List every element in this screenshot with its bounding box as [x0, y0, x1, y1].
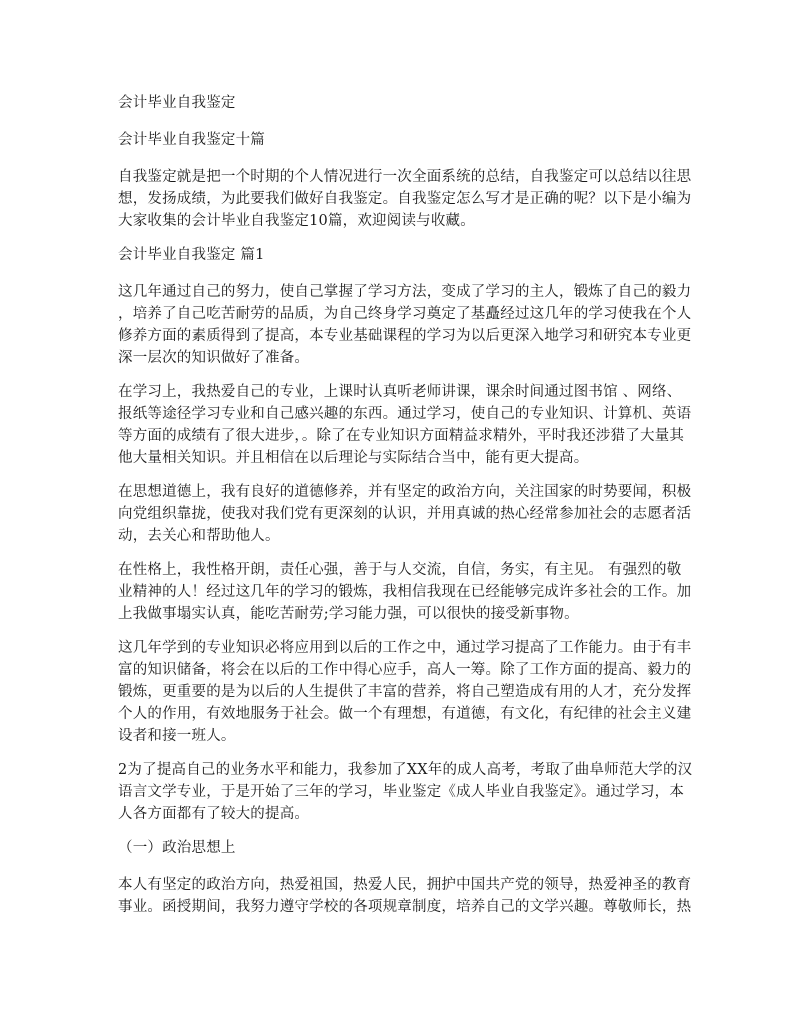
- intro-paragraph: [118, 166, 692, 232]
- document-title: 会计毕业自我鉴定: [118, 95, 236, 111]
- text-line: 他大量相关知识。并且相信在以后理论与实际结合当中，能有更大提高。: [118, 450, 589, 466]
- text-line: 2为了提高自己的业务水平和能力，我参加了XX年的成人高考，考取了曲阜师范大学的汉: [118, 762, 693, 778]
- paragraph-personality: [118, 559, 692, 625]
- text-line: 想，发扬成绩，为此要我们做好自我鉴定。自我鉴定怎么写才是正确的呢？以下是小编为: [118, 191, 692, 207]
- text-line: 在学习上，我热爱自己的专业，上课时认真听老师讲课，课余时间通过图书馆 、网络、: [118, 384, 682, 400]
- text-line: 设者和接一班人。: [118, 728, 236, 744]
- text-line: ，培养了自己吃苦耐劳的品质，为自己终身学习奠定了基矗经过这几年的学习使我在个人: [118, 306, 692, 322]
- text-line: 富的知识储备，将会在以后的工作中得心应手，高人一筹。除了工作方面的提高、毅力的: [118, 662, 692, 678]
- text-line: 这几年学到的专业知识必将应用到以后的工作之中，通过学习提高了工作能力。由于有丰: [118, 640, 692, 656]
- text-line: 在思想道德上，我有良好的道德修养，并有坚定的政治方向，关注国家的时势要闻，积极: [118, 484, 692, 500]
- text-line: 语言文学专业，于是开始了三年的学习，毕业鉴定《成人毕业自我鉴定》。通过学习，本: [118, 784, 685, 800]
- text-line: 业精神的人！经过这几年的学习的锻炼，我相信我现在已经能够完成许多社会的工作。加: [118, 584, 692, 600]
- text-line: 报纸等途径学习专业和自己感兴趣的东西。通过学习，使自己的专业知识、计算机、英语: [118, 406, 692, 422]
- text-line: 上我做事塌实认真，能吃苦耐劳;学习能力强，可以很快的接受新事物。: [118, 606, 579, 622]
- text-line: 自我鉴定就是把一个时期的个人情况进行一次全面系统的总结，自我鉴定可以总结以往思: [118, 169, 692, 185]
- text-line: 大家收集的会计毕业自我鉴定10篇，欢迎阅读与收藏。: [118, 213, 475, 229]
- text-line: 锻炼，更重要的是为以后的人生提供了丰富的营养，将自己塑造成有用的人才，充分发挥: [118, 684, 692, 700]
- text-line: 个人的作用，有效地服务于社会。做一个有理想，有道德，有文化，有纪律的社会主义建: [118, 706, 692, 722]
- text-line: 在性格上，我性格开朗，责任心强，善于与人交流，自信，务实，有主见。 有强烈的敬: [118, 562, 682, 578]
- paragraph-politics: [118, 874, 692, 918]
- paragraph-adult-exam: [118, 759, 693, 825]
- subsection-heading: （一）政治思想上: [118, 840, 236, 856]
- text-line: 人各方面都有了较大的提高。: [118, 806, 310, 822]
- text-line: 深一层次的知识做好了准备。: [118, 350, 310, 366]
- text-line: 这几年通过自己的努力，使自己掌握了学习方法，变成了学习的主人，锻炼了自己的毅力: [118, 284, 692, 300]
- paragraph-morality: [118, 481, 692, 547]
- text-line: 向党组织靠拢，使我对我们党有更深刻的认识，并用真诚的热心经常参加社会的志愿者活: [118, 506, 692, 522]
- text-line: 等方面的成绩有了很大进步，。除了在专业知识方面精益求精外，平时我还涉猎了大量其: [118, 428, 685, 444]
- text-line: 动，去关心和帮助他人。: [118, 528, 280, 544]
- paragraph-study-methods: [118, 281, 692, 369]
- section-heading: 会计毕业自我鉴定 篇1: [118, 247, 265, 263]
- paragraph-knowledge: [118, 637, 692, 747]
- document-page: [118, 92, 693, 930]
- paragraph-learning: [118, 381, 692, 469]
- text-line: 事业。函授期间，我努力遵守学校的各项规章制度，培养自己的文学兴趣。尊敬师长，热: [118, 899, 692, 915]
- text-line: 修养方面的素质得到了提高，本专业基础课程的学习为以后更深入地学习和研究本专业更: [118, 328, 692, 344]
- text-line: 本人有坚定的政治方向，热爱祖国，热爱人民，拥护中国共产党的领导，热爱神圣的教育: [118, 877, 692, 893]
- document-subtitle: 会计毕业自我鉴定十篇: [118, 132, 265, 148]
